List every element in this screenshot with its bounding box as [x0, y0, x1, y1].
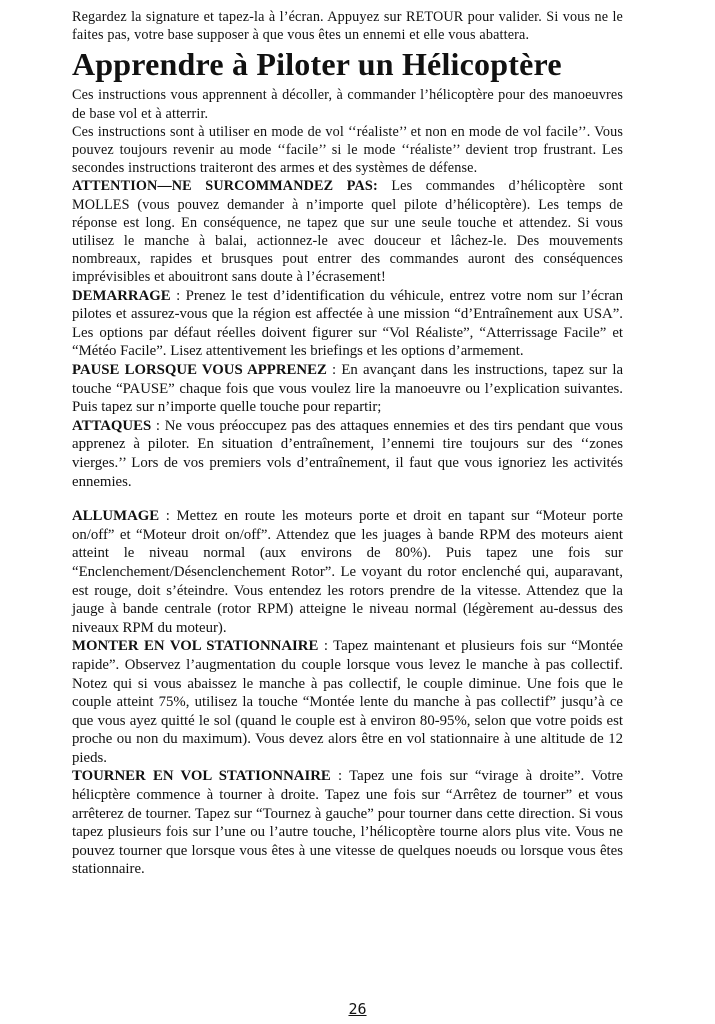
paragraph-intro-instructions: Ces instructions vous apprennent à décoller, à commander l’hélicoptère pour des manoeuvres de base vol et à atterrir. [72, 87, 623, 122]
section-attaques [72, 417, 623, 491]
section-heading: MONTER EN VOL STATIONNAIRE [72, 638, 319, 655]
page-number: 26 [348, 1000, 367, 1018]
intro-paragraph: Regardez la signature et tapez-la à l’écran. Appuyez sur RETOUR pour valider. Si vous ne le faites pas, votre base supposer à que vous êtes un ennemi et elle vous abattera. [72, 9, 623, 44]
section-heading: DEMARRAGE [72, 287, 171, 304]
section-text: Les commandes d’hélicoptère sont MOLLES (vous pouvez demander à n’importe quel pilote d’hélicoptère). Les temps de réponse est long. En conséquence, ne tapez que sur une seule touche et attendez. Si vous utilisez le manche à balai, actionnez-le avec douceur et lâchez-le. Des mouvements nombreaux, rapides et brusques pout entrer des commandes auront des conséquences imprévisibles et abouitront sans doute à l’écrasement! [72, 178, 624, 286]
section-text: : Ne vous préoccupez pas des attaques ennemies et des tirs pendant que vous apprenez à piloter. En situation d’entraînement, l’ennemi tire toujours sur des ‘‘zones vierges.’’ Lors de vos premiers vols d’entraînement, il faut que vous ignoriez les activités ennemies. [72, 417, 623, 490]
section-heading: ALLUMAGE [72, 508, 160, 525]
section-heading: ATTENTION—NE SURCOMMANDEZ PAS: [72, 178, 378, 195]
section-allumage [72, 507, 623, 637]
section-pause [72, 361, 623, 417]
section-text: : Tapez une fois sur “virage à droite”. Votre hélicptère commence à tourner à droite. Tapez une fois sur “Arrêtez de tourner” et vous arrêterez de tourner. Tapez sur “Tournez à gauche” pour tourner dans cette direction. Si vous tapez plusieurs fois sur l’une ou l’autre touche, l’hélicoptère tourne alors plus vite. Vous ne pouvez tourner que lorsque vous êtes à une vitesse de quelques noeuds ou lorsque vous êtes stationnaire. [72, 768, 623, 878]
section-text: : En avançant dans les instructions, tapez sur la touche “PAUSE” chaque fois que vous voulez lire la manoeuvre ou l’explication suivantes. Puis tapez sur n’importe quelle touche pour repartir; [72, 362, 624, 416]
page-title: Apprendre à Piloter un Hélicoptère [72, 46, 562, 83]
section-heading: ATTAQUES [72, 417, 152, 434]
section-spacer [72, 491, 623, 507]
section-text: : Prenez le test d’identification du véhicule, entrez votre nom sur l’écran pilotes et assurez-vous que la région est affectée à une mission “d’Entraînement aux USA”. Les options par défaut réelles doivent figurer sur “Vol Réaliste”, “Atterrissage Facile” et “Météo Facile”. Lisez attentivement les briefings et les options d’armement. [72, 287, 623, 360]
section-demarrage [72, 287, 623, 361]
section-heading: TOURNER EN VOL STATIONNAIRE [72, 768, 331, 785]
section-tourner-vol-stationnaire [72, 767, 623, 879]
section-heading: PAUSE LORSQUE VOUS APPRENEZ [72, 362, 327, 379]
section-attention [72, 177, 623, 286]
section-text: : Tapez maintenant et plusieurs fois sur “Montée rapide”. Observez l’augmentation du couple lorsque vous levez le manche à pas collectif. Notez qui si vous abaissez le manche à pas collectif, le couple diminue. Une fois que le couple atteint 75%, utilisez la touche “Montée lente du manche à pas collectif” jusqu’à ce que vous ayez quitté le sol (quand le couple est à environ 80-95%, selon que votre poids est proche ou non du maximum). Vous devez alors être en vol stationnaire à une altitude de 12 pieds. [72, 638, 623, 766]
document-page [72, 8, 623, 879]
section-monter-vol-stationnaire [72, 637, 623, 767]
paragraph-flight-mode: Ces instructions sont à utiliser en mode de vol ‘‘réaliste’’ et non en mode de vol facile’’. Vous pouvez toujours revenir au mode ‘‘facile’’ si le mode ‘‘réaliste’’ devient trop frustrant. Les secondes instructions traiteront des armes et des systèmes de défense. [72, 123, 623, 177]
section-text: : Mettez en route les moteurs porte et droit en tapant sur “Moteur porte on/off” et “Moteur droit on/off”. Attendez que les juages à bande RPM des moteurs aient atteint le niveau normal (aux environs de 80%). Puis tapez une fois sur “Enclenchement/Désenclenchement Rotor”. Le voyant du rotor enclenché qui, auparavant, est rouge, doit s’éteindre. Vous entendez les rotors prendre de la vitesse. Attendez que la jauge à bande centrale (rotor RPM) atteigne le niveau normal (légèrement au-dessus des niveaux RPM du moteur). [72, 508, 623, 636]
